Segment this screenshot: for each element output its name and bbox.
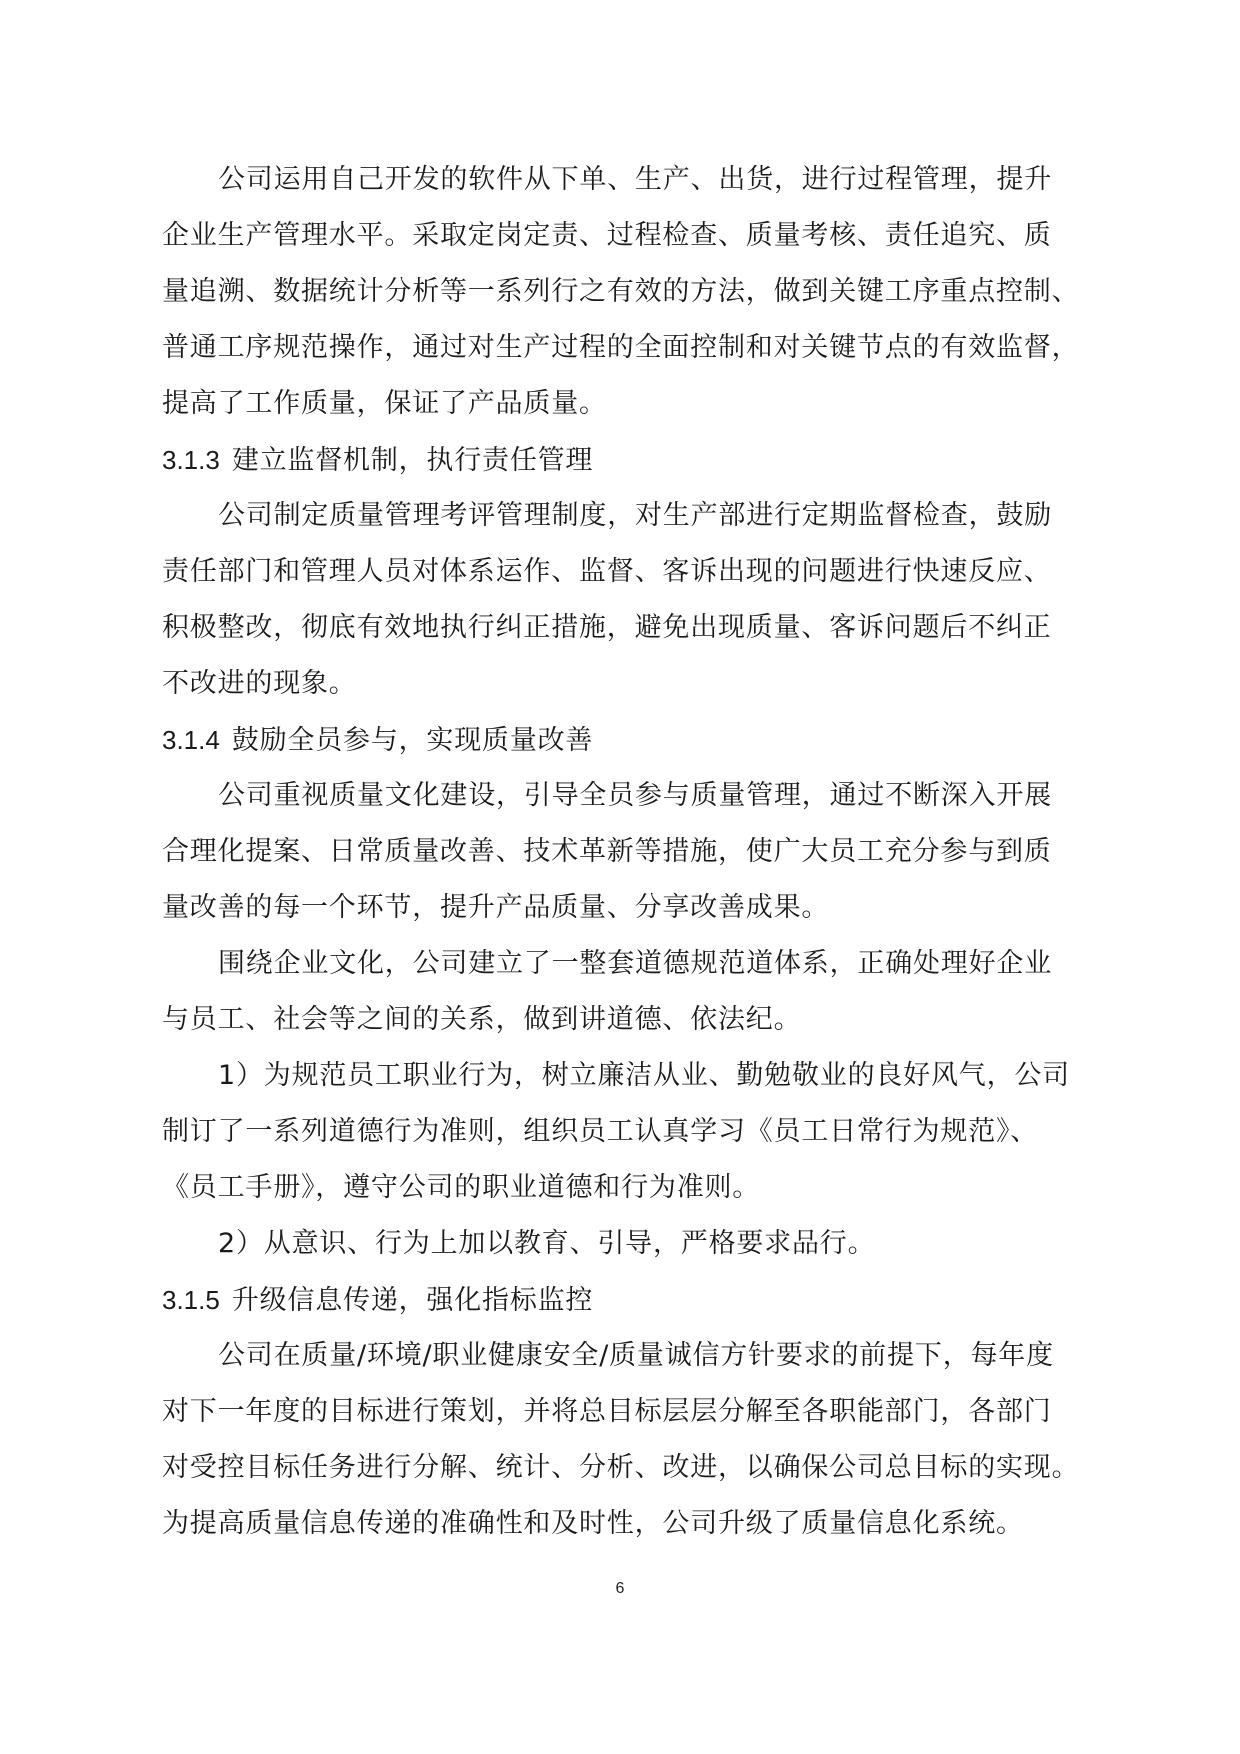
paragraph-line: 公司制定质量管理考评管理制度，对生产部进行定期监督检查，鼓励 xyxy=(218,500,1052,531)
section-number: 3.1.5 xyxy=(162,1285,220,1315)
document-body xyxy=(162,152,1122,1552)
section-number: 3.1.4 xyxy=(162,725,220,755)
page-number: 6 xyxy=(615,1580,625,1597)
paragraph-line: 制订了一系列道德行为准则，组织员工认真学习《员工日常行为规范》、 xyxy=(162,1116,1039,1147)
section-heading xyxy=(162,1272,1122,1328)
section-heading xyxy=(162,432,1122,488)
paragraph-line: 围绕企业文化，公司建立了一整套道德规范道体系，正确处理好企业 xyxy=(218,948,1052,979)
section-title: 建立监督机制，执行责任管理 xyxy=(231,445,594,476)
paragraph-line: 积极整改，彻底有效地执行纠正措施，避免出现质量、客诉问题后不纠正 xyxy=(162,612,1052,643)
paragraph-line: 《员工手册》，遵守公司的职业道德和行为准则。 xyxy=(162,1172,761,1203)
paragraph-line: 企业生产管理水平。采取定岗定责、过程检查、质量考核、责任追究、质 xyxy=(162,220,1052,251)
section-title: 鼓励全员参与，实现质量改善 xyxy=(231,725,594,756)
paragraph-line: 与员工、社会等之间的关系，做到讲道德、依法纪。 xyxy=(162,1004,802,1035)
paragraph-line: 公司重视质量文化建设，引导全员参与质量管理，通过不断深入开展 xyxy=(218,780,1052,811)
paragraph-line: 提高了工作质量，保证了产品质量。 xyxy=(162,388,607,419)
paragraph-line: 2）从意识、行为上加以教育、引导，严格要求品行。 xyxy=(218,1228,876,1259)
section-title: 升级信息传递，强化指标监控 xyxy=(231,1285,594,1316)
paragraph-line: 对下一年度的目标进行策划，并将总目标层层分解至各职能部门，各部门 xyxy=(162,1396,1052,1427)
paragraph-line: 合理化提案、日常质量改善、技术革新等措施，使广大员工充分参与到质 xyxy=(162,836,1052,867)
paragraph-line: 量追溯、数据统计分析等一系列行之有效的方法，做到关键工序重点控制、 xyxy=(162,276,1080,307)
paragraph-line: 量改善的每一个环节，提升产品质量、分享改善成果。 xyxy=(162,892,830,923)
section-heading xyxy=(162,712,1122,768)
paragraph-line: 1）为规范员工职业行为，树立廉洁从业、勤勉敬业的良好风气，公司 xyxy=(218,1060,1070,1091)
paragraph-line: 对受控目标任务进行分解、统计、分析、改进，以确保公司总目标的实现。 xyxy=(162,1452,1080,1483)
section-number: 3.1.3 xyxy=(162,445,220,475)
paragraph-line: 不改进的现象。 xyxy=(162,668,357,699)
paragraph-line: 公司在质量/环境/职业健康安全/质量诚信方针要求的前提下，每年度 xyxy=(218,1340,1054,1371)
paragraph-line: 公司运用自己开发的软件从下单、生产、出货，进行过程管理，提升 xyxy=(218,164,1052,195)
paragraph-line: 普通工序规范操作，通过对生产过程的全面控制和对关键节点的有效监督， xyxy=(162,332,1080,363)
paragraph-line: 为提高质量信息传递的准确性和及时性，公司升级了质量信息化系统。 xyxy=(162,1508,1024,1539)
paragraph-line: 责任部门和管理人员对体系运作、监督、客诉出现的问题进行快速反应、 xyxy=(162,556,1052,587)
